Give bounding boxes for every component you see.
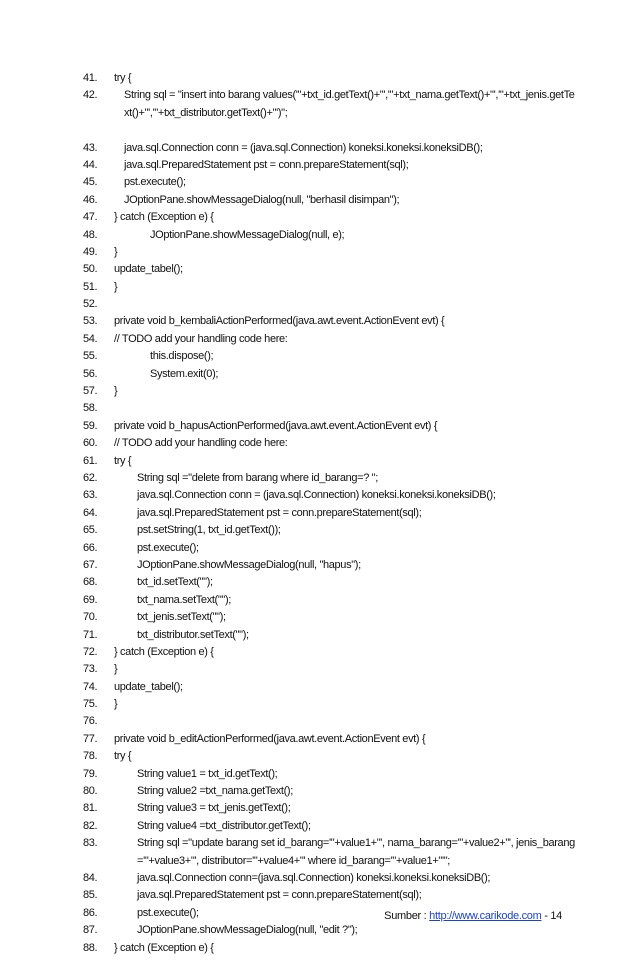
code-line (0, 592, 638, 609)
code-line (0, 157, 638, 174)
code-line (0, 400, 638, 417)
code-line (0, 557, 638, 574)
code-text: } (114, 663, 118, 676)
line-number: 77. (83, 732, 98, 745)
code-line (0, 574, 638, 591)
code-line (0, 940, 638, 957)
page-footer (0, 910, 562, 922)
code-line (0, 522, 638, 539)
code-text: } catch (Exception e) { (114, 645, 214, 658)
code-line (0, 679, 638, 696)
line-number: 81. (83, 802, 98, 815)
code-line (0, 922, 638, 939)
code-text: String value4 =txt_distributor.getText(); (137, 819, 311, 832)
code-line (0, 870, 638, 887)
code-text: try { (114, 750, 132, 763)
code-text: java.sql.Connection conn=(java.sql.Connection) koneksi.koneksi.koneksiDB(); (137, 872, 491, 884)
line-number: 85. (83, 889, 98, 902)
code-text: // TODO add your handling code here: (114, 332, 288, 345)
line-number: 63. (83, 489, 98, 502)
code-line (0, 140, 638, 157)
code-line (0, 348, 638, 365)
line-number: 52. (83, 298, 98, 311)
code-text: String sql ="delete from barang where id_barang=? "; (137, 472, 378, 484)
line-number: 88. (83, 941, 98, 954)
line-number: 53. (83, 315, 98, 328)
line-number: 70. (83, 611, 98, 624)
code-text: pst.execute(); (124, 176, 186, 189)
code-line (0, 174, 638, 191)
footer-page-number: - 14 (541, 910, 562, 922)
code-text: System.exit(0); (150, 367, 219, 380)
line-number: 57. (83, 385, 98, 398)
line-number: 74. (83, 680, 98, 693)
line-number: 46. (83, 193, 98, 206)
code-line (0, 887, 638, 904)
code-text: pst.execute(); (137, 541, 199, 554)
code-line (0, 627, 638, 644)
code-text: } catch (Exception e) { (114, 211, 214, 224)
line-number: 82. (83, 819, 98, 832)
line-number: 69. (83, 593, 98, 606)
code-text: try { (114, 454, 132, 467)
code-line (0, 244, 638, 261)
code-line (0, 261, 638, 278)
code-text: String value3 = txt_jenis.getText(); (137, 802, 291, 815)
code-text: pst.setString(1, txt_id.getText()); (137, 524, 281, 537)
code-text: String sql ="update barang set id_barang='"+value1+"', nama_barang='"+value2+"', jenis_barang='"+value3+"', distributor='"+value4+"' where id_barang='"+value1+"'"; (137, 837, 575, 867)
line-number: 50. (83, 263, 98, 276)
code-text: private void b_editActionPerformed(java.awt.event.ActionEvent evt) { (114, 732, 426, 745)
code-text: // TODO add your handling code here: (114, 437, 288, 450)
line-number: 83. (83, 837, 98, 850)
footer-source-link[interactable]: http://www.carikode.com (429, 910, 542, 922)
line-number: 67. (83, 558, 98, 571)
code-line (0, 800, 638, 817)
code-text: String sql = "insert into barang values('"+txt_id.getText()+"','"+txt_nama.getText()+"','"+txt_jenis.getText()+"','"+txt_distributor.getText()+"')"; (124, 89, 575, 119)
line-number: 62. (83, 472, 98, 484)
code-text: txt_jenis.setText(""); (137, 611, 226, 624)
code-text: txt_distributor.setText(""); (137, 628, 249, 641)
line-number: 78. (83, 750, 98, 763)
code-line (0, 609, 638, 626)
line-number: 44. (83, 158, 98, 171)
code-text: JOptionPane.showMessageDialog(null, "edit ?"); (137, 924, 358, 937)
line-number: 56. (83, 367, 98, 380)
code-text: String value1 = txt_id.getText(); (137, 767, 278, 780)
code-line (0, 766, 638, 783)
code-text: JOptionPane.showMessageDialog(null, "berhasil disimpan"); (124, 193, 400, 206)
line-number: 45. (83, 176, 98, 189)
line-number: 55. (83, 350, 98, 363)
code-line (0, 713, 638, 730)
code-text: JOptionPane.showMessageDialog(null, "hapus"); (137, 558, 361, 571)
line-number: 72. (83, 645, 98, 658)
line-number: 41. (83, 72, 98, 84)
code-line (0, 644, 638, 661)
code-text: } (114, 245, 118, 258)
line-number: 80. (83, 785, 98, 798)
code-listing (0, 70, 638, 957)
line-number: 58. (83, 402, 98, 415)
line-number: 49. (83, 245, 98, 258)
code-line (0, 783, 638, 800)
code-line (0, 453, 638, 470)
code-text: java.sql.PreparedStatement pst = conn.prepareStatement(sql); (137, 889, 422, 902)
line-number: 47. (83, 211, 98, 224)
code-text: txt_id.setText(""); (137, 576, 213, 589)
code-line (0, 87, 638, 139)
code-text: this.dispose(); (150, 350, 214, 363)
code-text: java.sql.Connection conn = (java.sql.Connection) koneksi.koneksi.koneksiDB(); (137, 489, 496, 502)
code-line (0, 540, 638, 557)
line-number: 68. (83, 576, 98, 589)
code-text: private void b_kembaliActionPerformed(java.awt.event.ActionEvent evt) { (114, 315, 445, 328)
code-line (0, 70, 638, 87)
code-text: txt_nama.setText(""); (137, 593, 231, 606)
code-line (0, 192, 638, 209)
code-text: } catch (Exception e) { (114, 941, 214, 954)
code-line (0, 296, 638, 313)
code-line (0, 487, 638, 504)
code-text: pst.execute(); (137, 906, 199, 919)
line-number: 66. (83, 541, 98, 554)
code-line (0, 279, 638, 296)
code-line (0, 505, 638, 522)
code-line (0, 470, 638, 487)
line-number: 87. (83, 924, 98, 937)
line-number: 73. (83, 663, 98, 676)
code-text: } (114, 698, 118, 711)
line-number: 71. (83, 628, 98, 641)
footer-source-label: Sumber : (384, 910, 430, 922)
code-line (0, 435, 638, 452)
line-number: 60. (83, 437, 98, 450)
code-line (0, 383, 638, 400)
code-text: update_tabel(); (114, 680, 183, 693)
line-number: 42. (83, 89, 98, 102)
code-text: } (114, 280, 118, 293)
code-line (0, 835, 638, 870)
code-line (0, 731, 638, 748)
code-text: String value2 =txt_nama.getText(); (137, 785, 293, 798)
code-text: java.sql.Connection conn = (java.sql.Connection) koneksi.koneksi.koneksiDB(); (124, 141, 483, 154)
line-number: 75. (83, 698, 98, 711)
line-number: 51. (83, 280, 98, 293)
code-line (0, 418, 638, 435)
line-number: 79. (83, 767, 98, 780)
line-number: 54. (83, 332, 98, 345)
code-text: java.sql.PreparedStatement pst = conn.prepareStatement(sql); (124, 158, 409, 171)
code-line (0, 227, 638, 244)
line-number: 76. (83, 715, 98, 728)
line-number: 59. (83, 419, 98, 432)
code-line (0, 313, 638, 330)
line-number: 43. (83, 141, 98, 154)
code-line (0, 661, 638, 678)
code-line (0, 696, 638, 713)
code-text: update_tabel(); (114, 263, 183, 276)
line-number: 61. (83, 454, 98, 467)
line-number: 65. (83, 524, 98, 537)
code-text: try { (114, 72, 132, 84)
code-line (0, 209, 638, 226)
code-line (0, 818, 638, 835)
code-line (0, 331, 638, 348)
code-text: JOptionPane.showMessageDialog(null, e); (150, 228, 345, 241)
code-text: } (114, 385, 118, 398)
line-number: 84. (83, 872, 98, 884)
code-text: private void b_hapusActionPerformed(java.awt.event.ActionEvent evt) { (114, 419, 438, 432)
code-line (0, 748, 638, 765)
code-line (0, 366, 638, 383)
line-number: 86. (83, 906, 98, 919)
line-number: 48. (83, 228, 98, 241)
code-text: java.sql.PreparedStatement pst = conn.prepareStatement(sql); (137, 506, 422, 519)
line-number: 64. (83, 506, 98, 519)
